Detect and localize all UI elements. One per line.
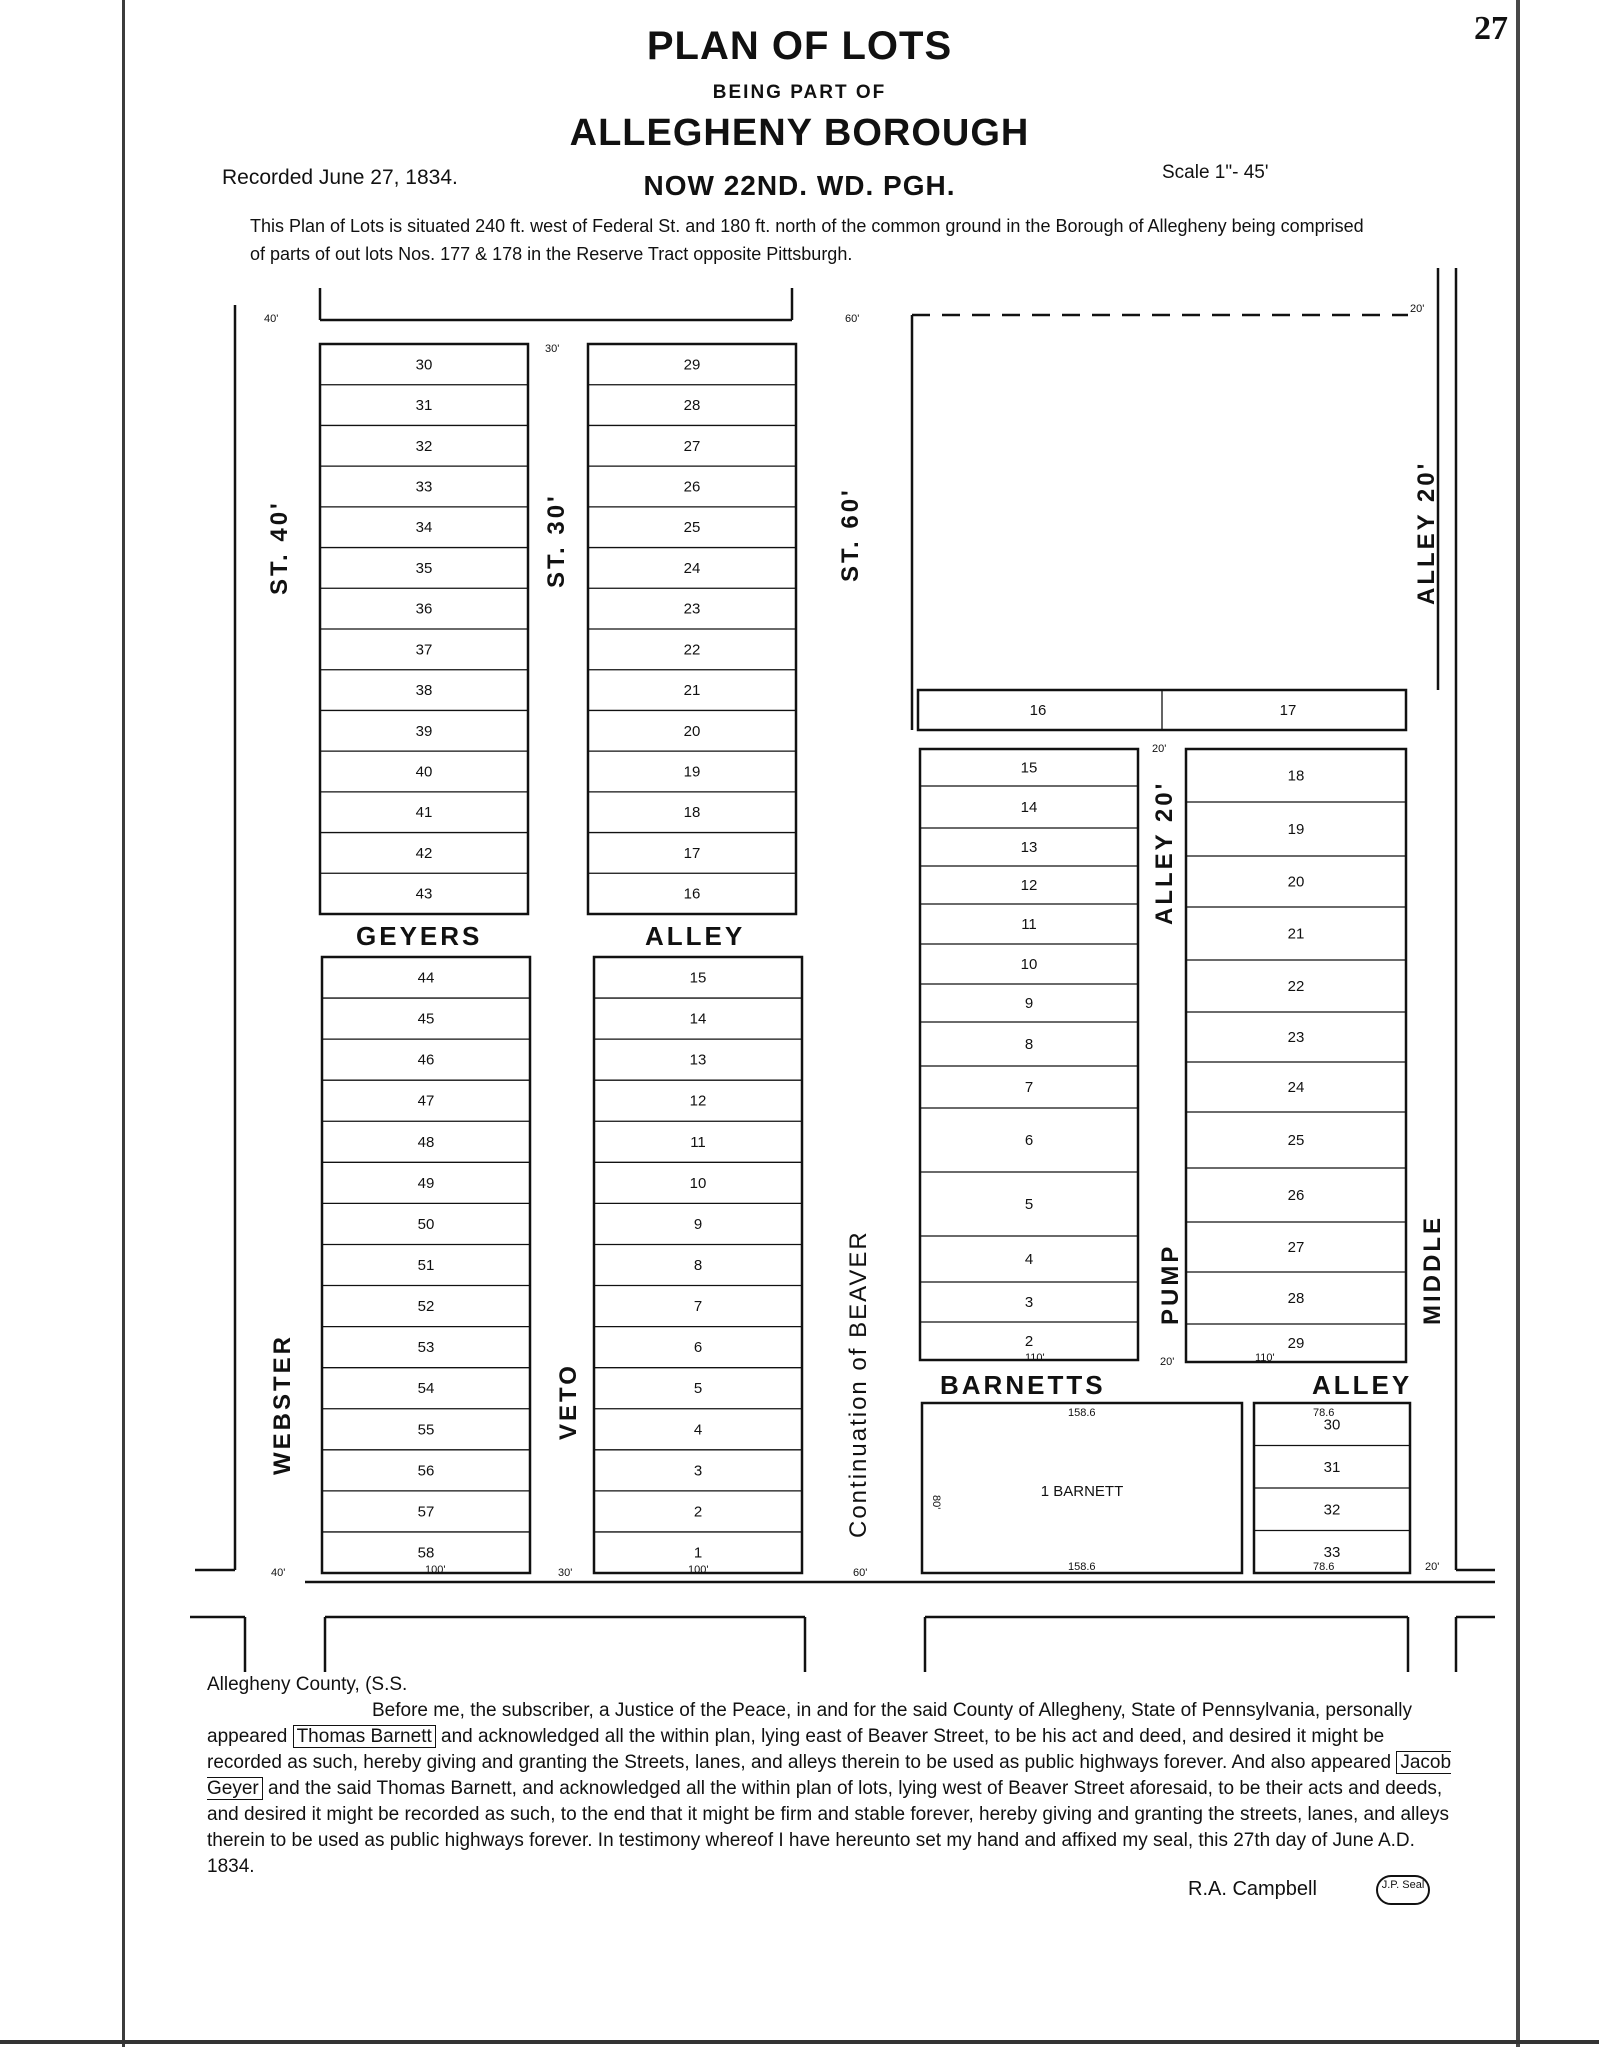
block-g	[1186, 749, 1406, 1362]
street-label-alley-middle: ALLEY 20'	[1151, 780, 1178, 925]
lot-g-27: 27	[1287, 1239, 1305, 1256]
block-i-width-top: 78.6	[1313, 1407, 1335, 1419]
lot-d-5: 5	[693, 1380, 703, 1398]
lot-c-50: 50	[417, 1215, 435, 1233]
lot-a-39: 39	[415, 722, 433, 740]
lot-c-52: 52	[417, 1298, 435, 1316]
lot-d-1: 1	[693, 1544, 703, 1562]
lot-f-5: 5	[1024, 1196, 1034, 1213]
lot-b-22: 22	[683, 641, 701, 659]
lot-g-29: 29	[1287, 1335, 1305, 1352]
lot-d-2: 2	[693, 1503, 703, 1521]
lot-d-11: 11	[690, 1133, 706, 1151]
lot-g-26: 26	[1287, 1187, 1305, 1204]
jp-seal: J.P. Seal	[1376, 1875, 1430, 1905]
lot-c-58: 58	[417, 1544, 435, 1562]
width-label-20-bottom: 20'	[1425, 1561, 1440, 1573]
street-label-alley-right: ALLEY 20'	[1413, 460, 1440, 605]
lot-b-20: 20	[683, 722, 701, 740]
width-label-20-pump: 20'	[1160, 1356, 1175, 1368]
lot-g-25: 25	[1287, 1132, 1305, 1149]
street-label-pump: PUMP	[1157, 1243, 1184, 1325]
lot-i-33: 33	[1323, 1543, 1341, 1561]
lot-b-23: 23	[683, 600, 701, 618]
lot-f-10: 10	[1020, 956, 1038, 973]
lot-c-49: 49	[417, 1174, 435, 1192]
ack-part-2: and acknowledged all the within plan, lying east of Beaver Street, to be his act and deed, and desired it might be recorded as such, hereby giving and granting the Streets, lanes, and alleys therein to be used as public highways forever. And also appeared	[207, 1726, 1392, 1773]
lot-b-19: 19	[683, 763, 701, 781]
lot-a-31: 31	[415, 397, 433, 415]
barnett-width-bottom: 158.6	[1068, 1561, 1096, 1573]
lot-c-51: 51	[417, 1257, 435, 1274]
street-label-st60: ST. 60'	[837, 487, 864, 582]
lot-a-37: 37	[415, 641, 433, 659]
lot-f-4: 4	[1024, 1251, 1034, 1268]
lot-b-25: 25	[683, 519, 701, 537]
street-label-beaver: Continuation of BEAVER	[845, 1230, 872, 1538]
lot-e-17: 17	[1279, 702, 1297, 719]
lot-b-18: 18	[683, 804, 701, 822]
lot-b-28: 28	[683, 397, 701, 415]
street-label-st40: ST. 40'	[266, 500, 293, 595]
lot-c-44: 44	[417, 969, 435, 987]
lot-d-9: 9	[693, 1215, 703, 1233]
lot-f-6: 6	[1024, 1132, 1034, 1149]
borough-title: ALLEGHENY BOROUGH	[569, 112, 1030, 154]
name-thomas-barnett: Thomas Barnett	[293, 1725, 436, 1748]
lot-a-38: 38	[415, 682, 433, 700]
lot-b-24: 24	[683, 559, 701, 577]
lot-f-12: 12	[1020, 877, 1038, 894]
page-number: 27	[1474, 10, 1508, 47]
county-heading: Allegheny County, (S.S.	[207, 1674, 408, 1695]
lot-d-7: 7	[693, 1298, 703, 1316]
lot-d-4: 4	[693, 1421, 703, 1439]
lot-c-53: 53	[417, 1339, 435, 1357]
street-label-barnetts: BARNETTS	[940, 1370, 1106, 1400]
width-label-60-bottom: 60'	[853, 1567, 868, 1579]
lot-b-16: 16	[683, 885, 701, 903]
street-label-geyers-alley: ALLEY	[645, 921, 746, 951]
block-c-width: 100'	[425, 1564, 446, 1576]
plan-subtitle: BEING PART OF	[712, 82, 887, 103]
lot-f-11: 11	[1021, 916, 1037, 933]
lot-f-9: 9	[1024, 995, 1034, 1012]
lot-f-7: 7	[1024, 1079, 1034, 1096]
lot-f-3: 3	[1024, 1294, 1034, 1311]
width-label-40: 40'	[264, 313, 279, 325]
signature: R.A. Campbell	[1188, 1878, 1317, 1900]
lot-g-18: 18	[1287, 767, 1305, 785]
lot-d-10: 10	[689, 1174, 707, 1192]
lot-a-30: 30	[415, 356, 433, 374]
lot-d-8: 8	[693, 1257, 703, 1274]
lot-e-16: 16	[1029, 702, 1047, 719]
lot-i-32: 32	[1323, 1501, 1341, 1519]
street-label-webster: WEBSTER	[269, 1334, 296, 1475]
lot-c-54: 54	[417, 1380, 435, 1398]
lot-a-43: 43	[415, 885, 433, 903]
ward-title: NOW 22ND. WD. PGH.	[643, 170, 956, 201]
block-f-width: 110'	[1025, 1352, 1045, 1364]
name-jacob-geyer: Jacob Geyer	[207, 1752, 1452, 1799]
lot-d-14: 14	[689, 1010, 707, 1028]
width-label-40-bottom: 40'	[271, 1567, 286, 1579]
lot-a-36: 36	[415, 600, 433, 618]
lot-c-46: 46	[417, 1051, 435, 1069]
street-label-st30: ST. 30'	[543, 493, 570, 588]
lot-f-15: 15	[1020, 759, 1038, 777]
lot-a-33: 33	[415, 478, 433, 496]
lot-f-8: 8	[1024, 1036, 1034, 1053]
acknowledgement-text	[207, 1672, 1452, 1880]
lot-a-42: 42	[415, 844, 433, 862]
lot-g-19: 19	[1287, 821, 1305, 838]
lot-g-28: 28	[1287, 1290, 1305, 1307]
barnett-depth: 80'	[930, 1495, 942, 1510]
lot-c-47: 47	[417, 1092, 435, 1110]
lot-b-21: 21	[683, 682, 701, 700]
acknowledgement-body	[207, 1698, 1452, 1880]
ack-part-3: and the said Thomas Barnett, and acknowledged all the within plan of lots, lying west of Beaver Street aforesaid, to be their acts and deeds, and desired it might be recorded as such, to the end that it might be firm and stable forever, hereby giving and granting the streets, lanes, and alleys therein to be used as public highways forever. In testimony whereof I have hereunto set my hand and affixed my seal, this 27th day of June A.D. 1834.	[207, 1778, 1450, 1877]
lot-f-14: 14	[1020, 799, 1038, 816]
lot-b-26: 26	[683, 478, 701, 496]
lot-a-35: 35	[415, 559, 433, 577]
lot-d-3: 3	[693, 1462, 703, 1480]
lot-c-55: 55	[417, 1421, 435, 1439]
lot-c-57: 57	[417, 1503, 435, 1521]
width-label-20-alley: 20'	[1152, 743, 1167, 755]
block-d-width: 100'	[688, 1564, 709, 1576]
lot-d-13: 13	[689, 1051, 707, 1069]
lot-b-29: 29	[683, 356, 701, 374]
lot-a-41: 41	[415, 804, 433, 822]
lot-c-56: 56	[417, 1462, 435, 1480]
lot-b-27: 27	[683, 437, 701, 455]
ack-part-1: Before me, the subscriber, a Justice of the Peace, in and for the said County of Allegheny, State of Pennsylvania, personally appeared	[207, 1700, 1412, 1747]
barnett-width-top: 158.6	[1068, 1407, 1096, 1419]
scale-note: Scale 1"- 45'	[1162, 162, 1269, 183]
lot-g-23: 23	[1287, 1029, 1305, 1046]
lot-i-30: 30	[1323, 1416, 1341, 1434]
lot-g-21: 21	[1287, 925, 1305, 943]
lot-d-12: 12	[689, 1092, 707, 1110]
lot-g-20: 20	[1287, 873, 1305, 891]
plan-title: PLAN OF LOTS	[646, 24, 953, 68]
width-label-20: 20'	[1410, 303, 1425, 315]
width-label-60: 60'	[845, 313, 860, 325]
lot-barnett-1: 1 BARNETT	[1040, 1483, 1124, 1500]
street-label-barnetts-alley: ALLEY	[1312, 1370, 1413, 1400]
lot-c-48: 48	[417, 1133, 435, 1151]
width-label-30-bottom: 30'	[558, 1567, 573, 1579]
lot-b-17: 17	[683, 844, 701, 862]
lot-f-2: 2	[1024, 1333, 1034, 1350]
lot-a-40: 40	[415, 763, 433, 781]
lot-i-31: 31	[1323, 1458, 1341, 1476]
street-label-veto: VETO	[555, 1363, 582, 1440]
lot-a-32: 32	[415, 437, 433, 455]
block-g-width: 110'	[1255, 1352, 1275, 1364]
lot-d-6: 6	[693, 1339, 703, 1357]
recorded-date: Recorded June 27, 1834.	[222, 166, 458, 189]
lot-g-24: 24	[1287, 1079, 1305, 1096]
lot-d-15: 15	[689, 969, 707, 987]
plan-description: This Plan of Lots is situated 240 ft. west of Federal St. and 180 ft. north of the common ground in the Borough of Allegheny being comprised of parts of out lots Nos. 177 & 178 in the Reserve Tract opposite Pittsburgh.	[250, 216, 1364, 264]
street-label-middle: MIDDLE	[1419, 1215, 1446, 1325]
lot-f-13: 13	[1020, 839, 1038, 856]
lot-g-22: 22	[1287, 978, 1305, 995]
street-label-geyers: GEYERS	[356, 921, 483, 951]
width-label-30: 30'	[545, 343, 560, 355]
lot-c-45: 45	[417, 1010, 435, 1028]
block-i-width-bottom: 78.6	[1313, 1561, 1335, 1573]
lot-a-34: 34	[415, 519, 433, 537]
